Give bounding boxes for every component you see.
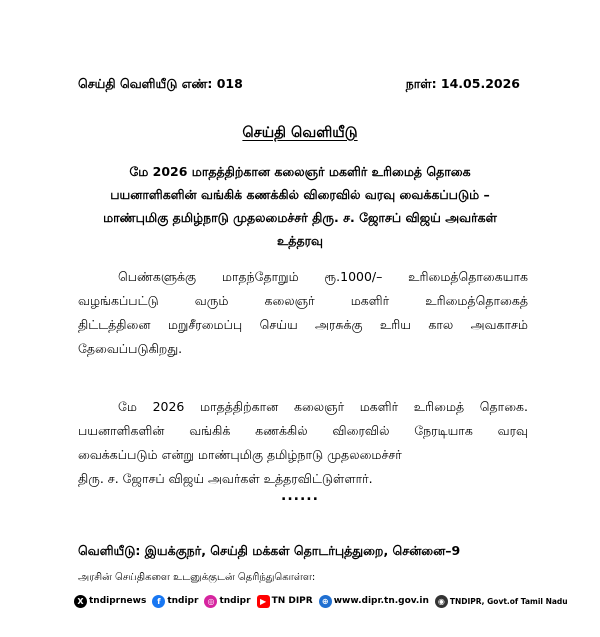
youtube-icon: ▶ — [257, 595, 270, 608]
paragraph-2 — [78, 395, 528, 491]
social-label: tndipr — [167, 596, 199, 606]
released-by: வெளியீடு: இயக்குநர், செய்தி மக்கள் தொடர்புத்துறை, சென்னை–9 — [78, 543, 461, 558]
social-x[interactable] — [74, 595, 146, 608]
social-label: tndipr — [219, 596, 251, 606]
headline-line: மே 2026 மாதத்திற்கான கலைஞர் மகளிர் உரிமைத் தொகை — [129, 164, 471, 179]
social-web[interactable] — [319, 595, 429, 608]
x-icon: X — [74, 595, 87, 608]
page-title — [0, 125, 600, 143]
release-number: செய்தி வெளியீடு எண்: 018 — [78, 76, 243, 91]
paragraph-line: திரு. ச. ஜோசப் விஜய் அவர்கள் உத்தரவிட்டுள்ளார். — [78, 471, 373, 486]
social-label: TN DIPR — [271, 596, 313, 606]
social-label: TNDIPR, Govt.of Tamil Nadu — [449, 596, 568, 606]
paragraph-line: பயனாளிகளின் வங்கிக் கணக்கில் விரைவில் நேரடியாக வரவு — [78, 423, 528, 438]
web-icon: ⊕ — [319, 595, 332, 608]
follow-text: அரசின் செய்திகளை உடனுக்குடன் தெரிந்துகொள்ள: — [78, 572, 316, 583]
social-tndipr[interactable] — [435, 595, 568, 608]
social-links — [74, 591, 568, 611]
facebook-icon: f — [152, 595, 165, 608]
paragraph-1 — [78, 265, 528, 361]
paragraph-line: வழங்கப்பட்டு வரும் கலைஞர் மகளிர் உரிமைத்தொகைத் — [78, 293, 528, 308]
social-youtube[interactable] — [257, 595, 313, 608]
instagram-icon: ◎ — [204, 595, 217, 608]
paragraph-line: மே 2026 மாதத்திற்கான கலைஞர் மகளிர் உரிமைத் தொகை. — [118, 399, 528, 414]
social-label: tndiprnews — [89, 596, 147, 606]
social-instagram[interactable] — [204, 595, 250, 608]
paragraph-line: தேவைப்படுகிறது. — [78, 341, 183, 356]
headline — [60, 160, 540, 252]
tndipr-icon: ◉ — [435, 595, 448, 608]
headline-line: உத்தரவு — [276, 233, 324, 248]
paragraph-line: பெண்களுக்கு மாதந்தோறும் ரூ.1000/– உரிமைத்தொகையாக — [118, 269, 528, 284]
title-text: செய்தி வெளியீடு — [242, 125, 358, 141]
release-date: நாள்: 14.05.2026 — [405, 76, 520, 91]
headline-line: மாண்புமிகு தமிழ்நாடு முதலமைச்சர் திரு. ச. ஜோசப் விஜய் அவர்கள் — [103, 210, 497, 225]
headline-line: பயனாளிகளின் வங்கிக் கணக்கில் விரைவில் வரவு வைக்கப்படும் – — [110, 187, 490, 202]
end-dots: ...... — [281, 488, 319, 504]
social-label: www.dipr.tn.gov.in — [333, 596, 429, 606]
paragraph-line: வைக்கப்படும் என்று மாண்புமிகு தமிழ்நாடு முதலமைச்சர் — [78, 447, 402, 462]
paragraph-line: திட்டத்தினை மறுசீரமைப்பு செய்ய அரசுக்கு உரிய கால அவகாசம் — [78, 317, 528, 332]
social-facebook[interactable] — [152, 595, 198, 608]
